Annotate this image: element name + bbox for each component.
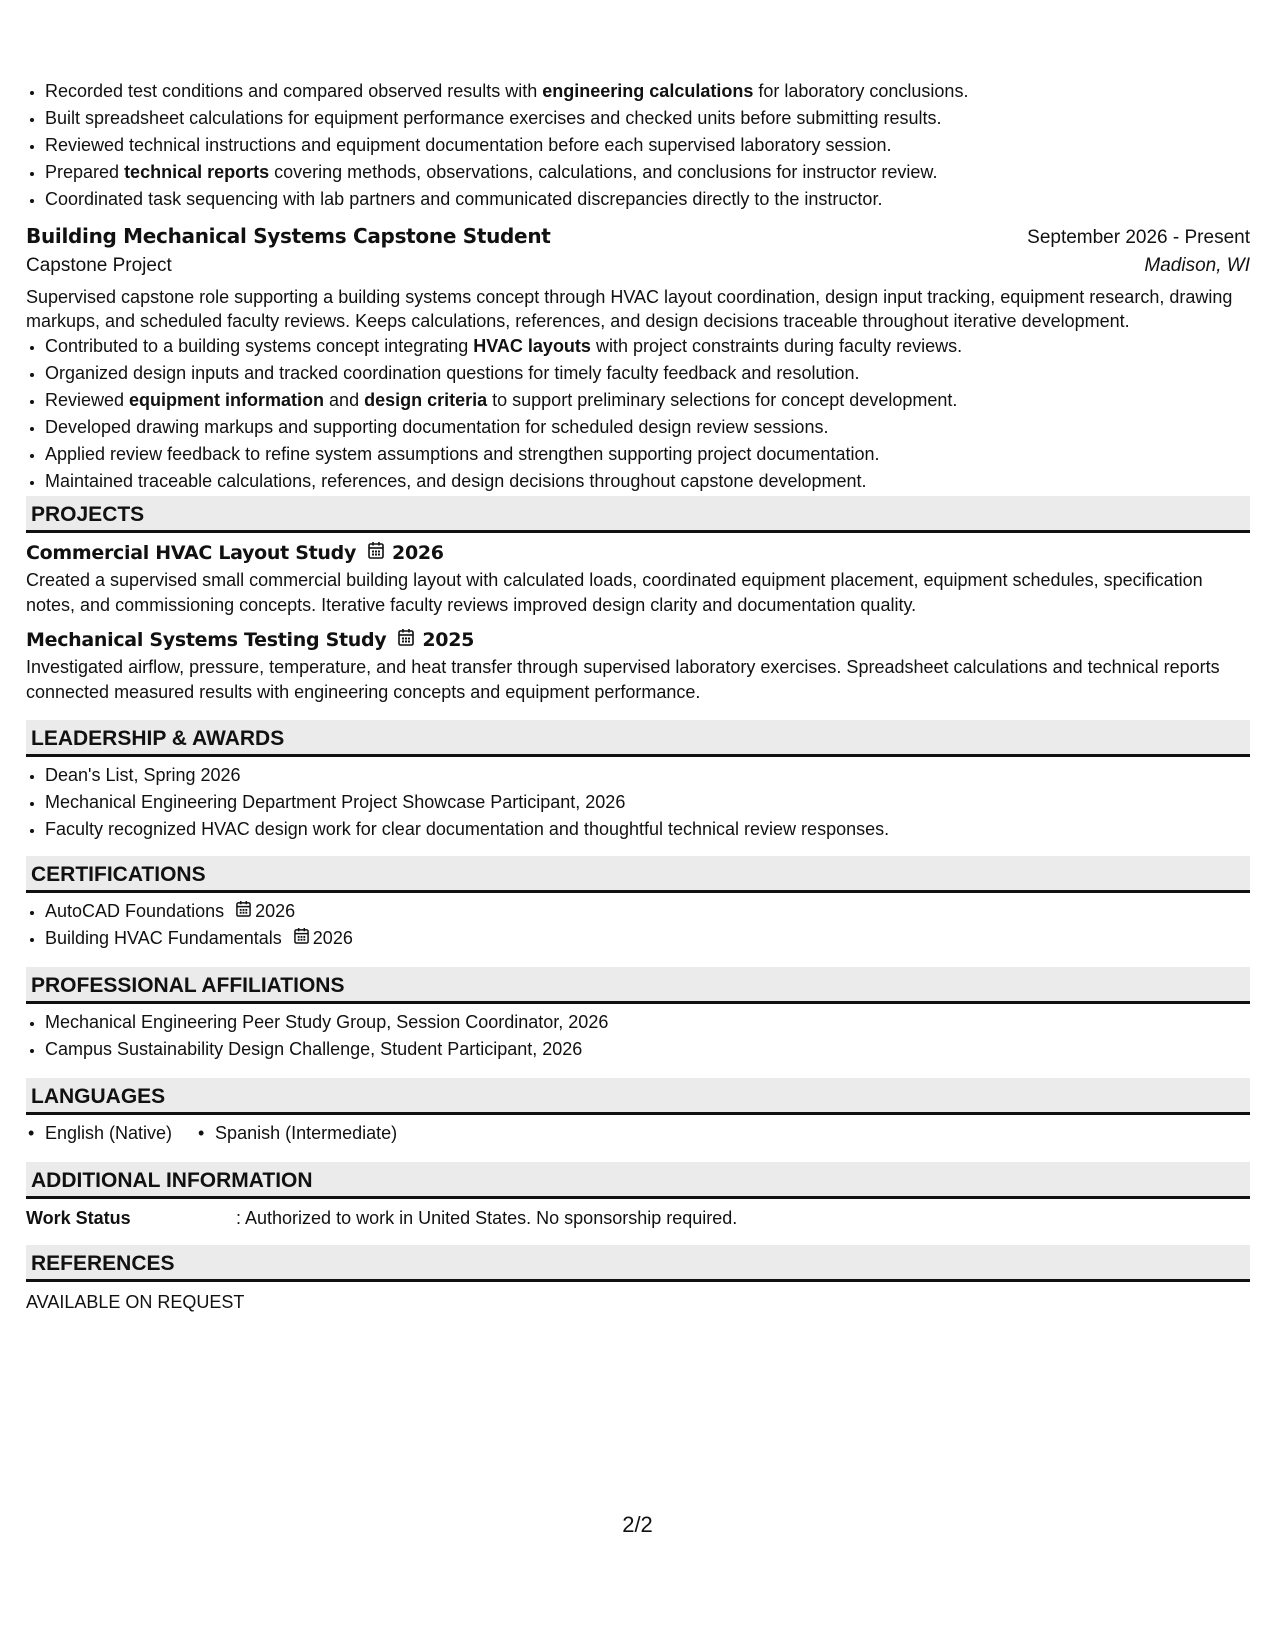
certification-name: • Building HVAC Fundamentals [45, 928, 282, 948]
references-text: AVAILABLE ON REQUEST [26, 1292, 245, 1312]
list-item: • Developed drawing markups and supporting documentation for scheduled design review sessions. [45, 414, 1250, 441]
list-item [45, 186, 1269, 213]
list-item [45, 132, 1269, 159]
section-heading: REFERENCES [26, 1245, 1250, 1282]
list-item: • Spanish (Intermediate) [196, 1120, 397, 1147]
references-section [26, 1245, 1250, 1314]
calendar-icon [236, 898, 251, 925]
list-item: • Mechanical Engineering Department Project Showcase Participant, 2026 [45, 789, 1250, 816]
bullet-text: Built spreadsheet calculations for equipment performance exercises and checked units before submitting results. [45, 108, 942, 128]
info-row [26, 1206, 1250, 1230]
certification-year: 2026 [312, 928, 353, 948]
page-number: 2/2 [622, 1512, 653, 1537]
job-organization: Capstone Project [26, 255, 172, 276]
list-item [45, 387, 1250, 414]
experience-bullets-continued [26, 78, 1269, 213]
project-entry [26, 628, 1250, 705]
awards-list [26, 762, 1250, 843]
list-item: • Campus Sustainability Design Challenge, Student Participant, 2026 [45, 1036, 1250, 1063]
bullet-text: for laboratory conclusions. [753, 81, 969, 101]
project-description: Investigated airflow, pressure, temperature, and heat transfer through supervised laboratory exercises. Spreadsheet calculations and technical reports connected measured results with engineering concepts and equipment performance. [26, 657, 1220, 702]
section-heading: LEADERSHIP & AWARDS [26, 720, 1250, 757]
bullet-text: Reviewed [45, 390, 130, 410]
list-item [45, 333, 1250, 360]
list-item [45, 78, 1269, 105]
bullet-keyword: HVAC layouts [473, 336, 591, 356]
awards-section [26, 720, 1250, 843]
calendar-icon [294, 925, 309, 952]
projects-section [26, 496, 1250, 705]
bullet-text: Recorded test conditions and compared observed results with [45, 81, 543, 101]
job-header [26, 224, 1250, 249]
additional-info-section [26, 1162, 1250, 1230]
project-year: 2025 [422, 628, 475, 651]
bullet-text: with project constraints during faculty reviews. [590, 336, 963, 356]
bullet-text: Contributed to a building systems concept integrating [45, 336, 474, 356]
certification-row [45, 925, 1250, 952]
project-entry [26, 541, 1250, 618]
info-value: : Authorized to work in United States. No sponsorship required. [236, 1208, 738, 1228]
list-item [45, 925, 1250, 952]
job-title: Building Mechanical Systems Capstone Student [26, 224, 551, 248]
bullet-keyword: technical reports [124, 162, 270, 182]
affiliations-list [26, 1009, 1250, 1063]
list-item [45, 105, 1269, 132]
certification-row [45, 898, 1250, 925]
calendar-icon [398, 628, 414, 651]
languages-section [26, 1078, 1250, 1147]
bullet-keyword: equipment information [129, 390, 325, 410]
list-item [45, 898, 1250, 925]
bullet-text: to support preliminary selections for concept development. [487, 390, 958, 410]
job-dates: September 2026 - Present [1027, 227, 1250, 248]
job-bullets [26, 333, 1250, 495]
list-item: • Dean's List, Spring 2026 [45, 762, 1250, 789]
list-item: • Organized design inputs and tracked coordination questions for timely faculty feedback and resolution. [45, 360, 1250, 387]
certification-year: 2026 [255, 901, 296, 921]
bullet-text: Reviewed technical instructions and equipment documentation before each supervised laboratory session. [45, 135, 892, 155]
bullet-text: Coordinated task sequencing with lab partners and communicated discrepancies directly to the instructor. [45, 189, 883, 209]
project-title-row [26, 541, 1250, 564]
info-label: Work Status [26, 1208, 131, 1228]
list-item: • Mechanical Engineering Peer Study Group, Session Coordinator, 2026 [45, 1009, 1250, 1036]
project-title: Commercial HVAC Layout Study [26, 541, 357, 564]
project-description: Created a supervised small commercial building layout with calculated loads, coordinated equipment placement, equipment schedules, specification notes, and commissioning concepts. Iterative faculty reviews improved design clarity and documentation quality. [26, 570, 1203, 615]
bullet-keyword: design criteria [364, 390, 488, 410]
project-year: 2026 [392, 541, 444, 564]
section-heading: PROFESSIONAL AFFILIATIONS [26, 967, 1250, 1004]
bullet-text: and [324, 390, 365, 410]
job-location: Madison, WI [1144, 255, 1250, 276]
list-item: • Applied review feedback to refine system assumptions and strengthen supporting project documentation. [45, 441, 1250, 468]
certification-name: • AutoCAD Foundations [45, 901, 225, 921]
project-title: Mechanical Systems Testing Study [26, 628, 387, 651]
bullet-keyword: engineering calculations [542, 81, 754, 101]
job-subheader [26, 255, 1250, 277]
section-heading: LANGUAGES [26, 1078, 1250, 1115]
job-entry [26, 224, 1250, 495]
section-heading: PROJECTS [26, 496, 1250, 533]
section-heading: ADDITIONAL INFORMATION [26, 1162, 1250, 1199]
calendar-icon [368, 541, 384, 564]
list-item: • Faculty recognized HVAC design work for clear documentation and thoughtful technical review responses. [45, 816, 1250, 843]
languages-list [26, 1120, 1250, 1147]
list-item [45, 159, 1269, 186]
project-title-row [26, 628, 1250, 651]
certifications-list [26, 898, 1250, 952]
list-item: • Maintained traceable calculations, references, and design decisions throughout capstone development. [45, 468, 1250, 495]
affiliations-section [26, 967, 1250, 1063]
list-item: • English (Native) [26, 1120, 172, 1147]
certifications-section [26, 856, 1250, 952]
bullet-text: Prepared [45, 162, 125, 182]
bullet-text: covering methods, observations, calculations, and conclusions for instructor review. [269, 162, 938, 182]
job-summary: Supervised capstone role supporting a building systems concept through HVAC layout coordination, design input tracking, equipment research, drawing markups, and scheduled faculty reviews. Keeps calculations, references, and design decisions traceable throughout iterative development. [26, 287, 1233, 331]
section-heading: CERTIFICATIONS [26, 856, 1250, 893]
